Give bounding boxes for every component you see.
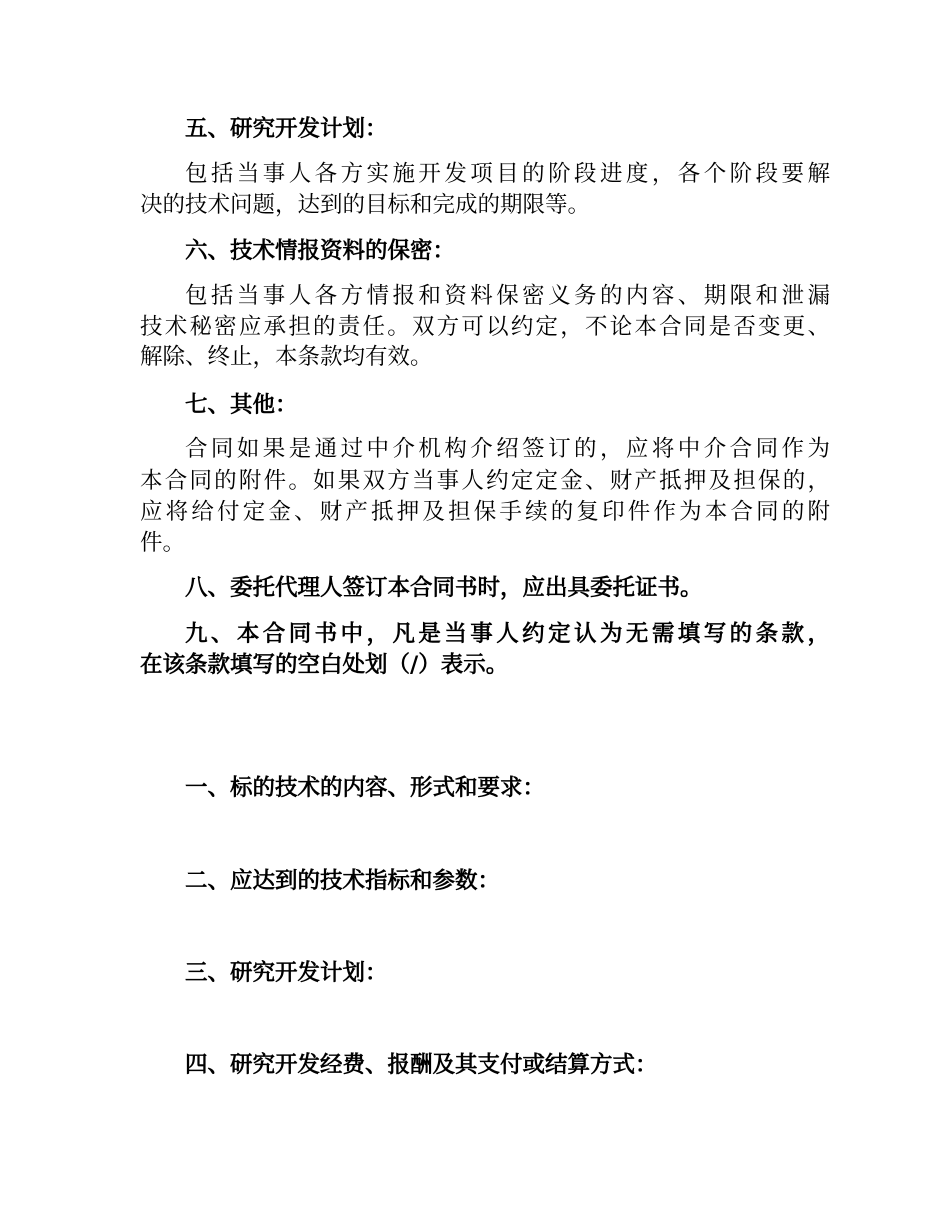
- section-7-body-line-4: 件。: [140, 530, 186, 556]
- section-8-heading: 八、委托代理人签订本合同书时，应出具委托证书。: [185, 575, 703, 601]
- section-5-body-line-1: 包括当事人各方实施开发项目的阶段进度，各个阶段要解: [185, 161, 830, 187]
- section-5-heading: 五、研究开发计划：: [185, 116, 388, 142]
- section-6-body-line-3: 解除、终止，本条款均有效。: [140, 344, 433, 370]
- section-7-body-line-2: 本合同的附件。如果双方当事人约定定金、财产抵押及担保的，: [140, 468, 830, 494]
- section-7-body-line-1: 合同如果是通过中介机构介绍签订的，应将中介合同作为: [185, 436, 830, 462]
- section-9-heading-line-2: 在该条款填写的空白处划（/）表示。: [140, 652, 509, 678]
- section-7-heading: 七、其他：: [185, 392, 298, 418]
- section-5-body-line-2: 决的技术问题，达到的目标和完成的期限等。: [140, 192, 591, 218]
- section-6-body-line-1: 包括当事人各方情报和资料保密义务的内容、期限和泄漏: [185, 283, 830, 309]
- section-7-body-line-3: 应将给付定金、财产抵押及担保手续的复印件作为本合同的附: [140, 499, 830, 525]
- clause-4-heading: 四、研究开发经费、报酬及其支付或结算方式：: [185, 1052, 658, 1078]
- clause-1-heading: 一、标的技术的内容、形式和要求：: [185, 775, 546, 801]
- clause-3-heading: 三、研究开发计划：: [185, 960, 388, 986]
- section-6-body-line-2: 技术秘密应承担的责任。双方可以约定，不论本合同是否变更、: [140, 314, 830, 340]
- section-9-heading-line-1: 九、本合同书中，凡是当事人约定认为无需填写的条款，: [185, 621, 830, 647]
- section-6-heading: 六、技术情报资料的保密：: [185, 238, 456, 264]
- clause-2-heading: 二、应达到的技术指标和参数：: [185, 868, 501, 894]
